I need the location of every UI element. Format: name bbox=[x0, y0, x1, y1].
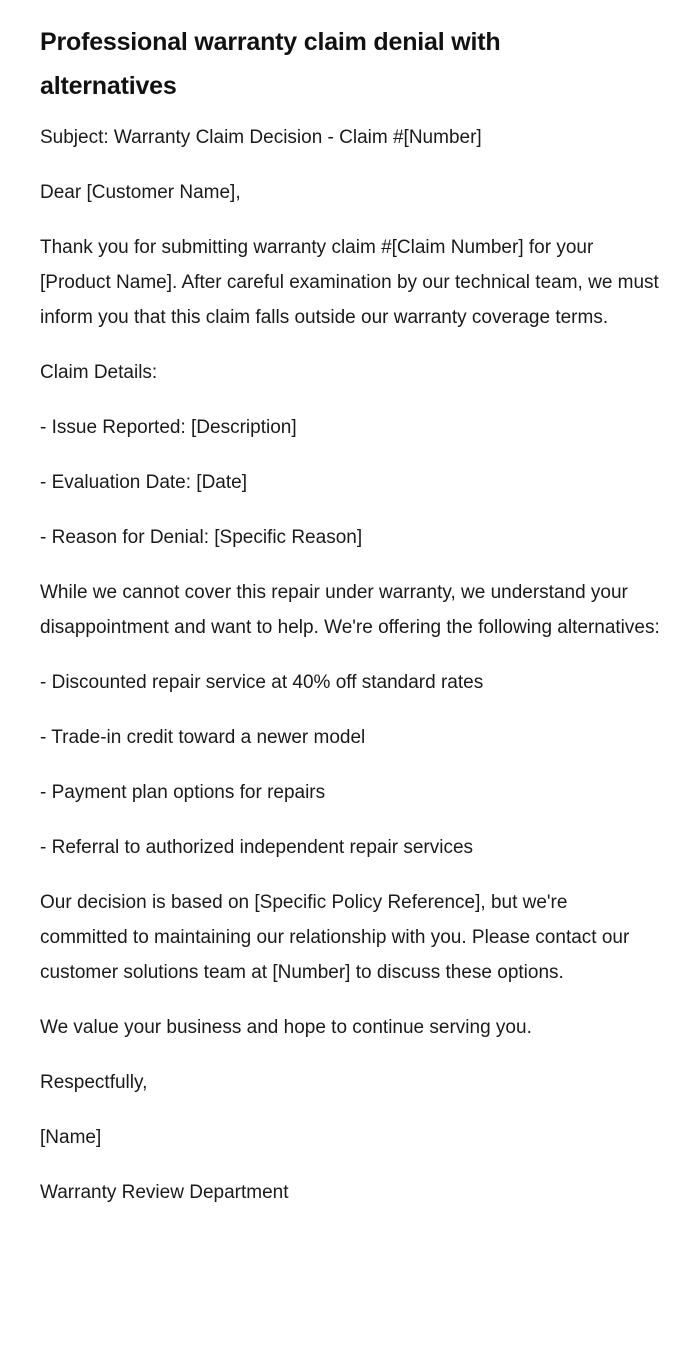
signoff: Respectfully, bbox=[40, 1072, 148, 1093]
claim-detail-item: - Reason for Denial: [Specific Reason] bbox=[40, 527, 363, 548]
department-name: Warranty Review Department bbox=[40, 1182, 289, 1203]
closing-line: We value your business and hope to continue serving you. bbox=[40, 1017, 532, 1038]
alternative-item: - Referral to authorized independent repair services bbox=[40, 837, 474, 858]
alternative-item: - Discounted repair service at 40% off standard rates bbox=[40, 672, 484, 693]
alternatives-intro: While we cannot cover this repair under warranty, we understand your disappointment and want to help. We're offering the following alternatives: bbox=[40, 582, 660, 638]
alternative-item: - Trade-in credit toward a newer model bbox=[40, 727, 366, 748]
alternative-item: - Payment plan options for repairs bbox=[40, 782, 326, 803]
intro-paragraph: Thank you for submitting warranty claim #[Claim Number] for your [Product Name]. After careful examination by our technical team, we must inform you that this claim falls outside our warranty coverage terms. bbox=[40, 237, 659, 328]
claim-detail-item: - Evaluation Date: [Date] bbox=[40, 472, 247, 493]
page-title: Professional warranty claim denial with alternatives bbox=[40, 28, 501, 100]
claim-detail-item: - Issue Reported: [Description] bbox=[40, 417, 297, 438]
decision-paragraph: Our decision is based on [Specific Policy Reference], but we're committed to maintaining our relationship with you. Please contact our customer solutions team at [Number] to discuss these options. bbox=[40, 892, 630, 983]
signature-name: [Name] bbox=[40, 1127, 102, 1148]
greeting: Dear [Customer Name], bbox=[40, 182, 241, 203]
subject-line: Subject: Warranty Claim Decision - Claim #[Number] bbox=[40, 127, 482, 148]
claim-details-heading: Claim Details: bbox=[40, 362, 158, 383]
